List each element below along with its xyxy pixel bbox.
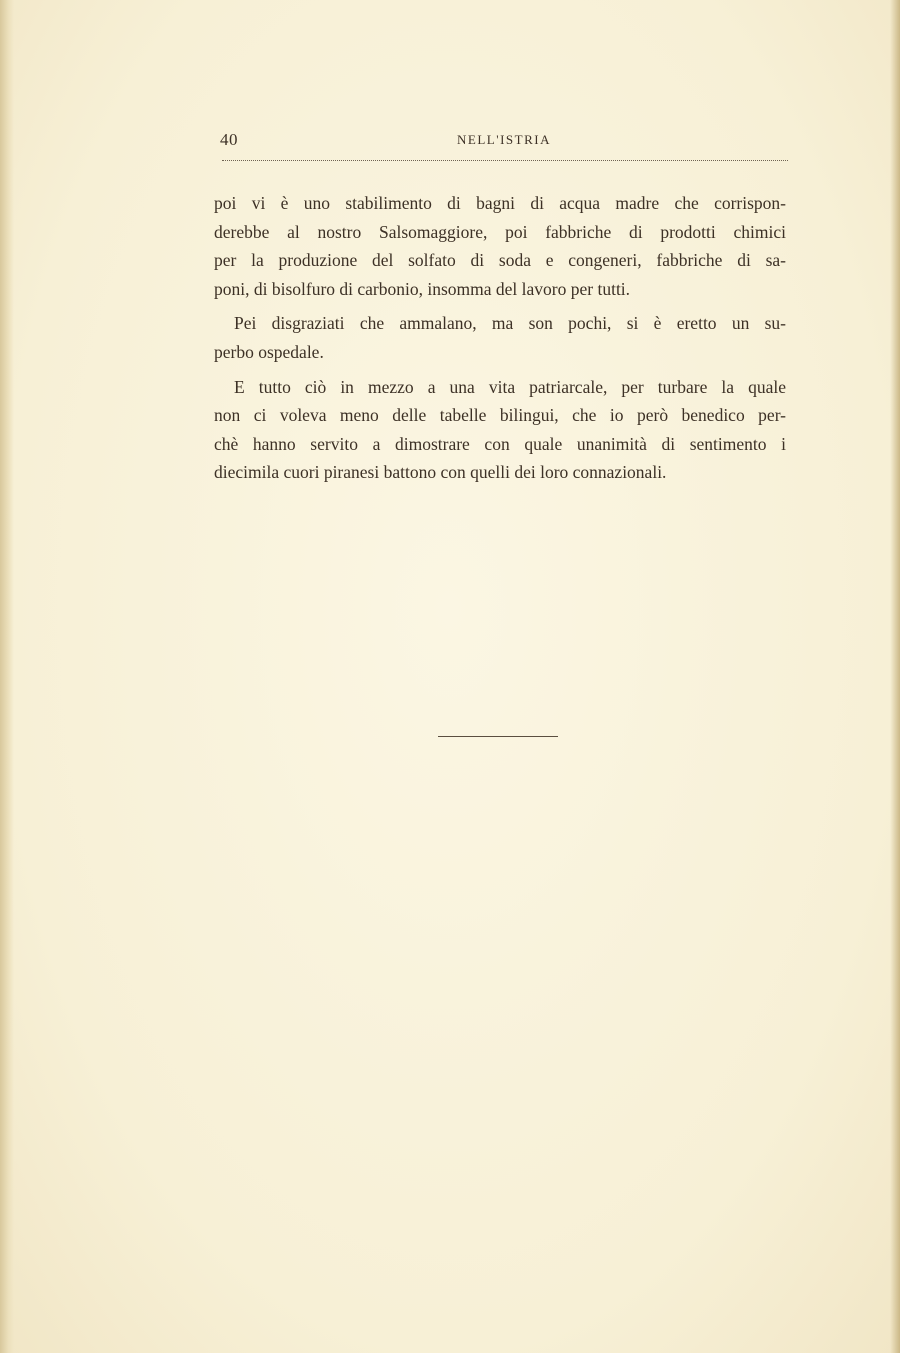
page-number: 40 [220,130,238,149]
page-edge-left [0,0,14,1353]
text-line: chè hanno servito a dimostrare con quale unanimità di sentimento i [214,433,786,454]
header-rule [222,160,788,161]
paragraph [214,309,786,366]
text-line: derebbe al nostro Salsomaggiore, poi fabbriche di prodotti chimici [214,221,786,242]
body-text [214,189,786,493]
text-line: poi vi è uno stabilimento di bagni di acqua madre che corrispon- [214,193,786,213]
text-line: perbo ospedale. [214,341,324,362]
text-line: poni, di bisolfuro di carbonio, insomma del lavoro per tutti. [214,278,631,299]
text-line: non ci voleva meno delle tabelle bilingui, che io però benedico per- [214,405,786,426]
text-line: Pei disgraziati che ammalano, ma son pochi, si è eretto un su- [234,313,786,334]
paragraph [214,373,786,487]
text-line: E tutto ciò in mezzo a una vita patriarcale, per turbare la quale [234,376,786,397]
section-end-rule [438,736,558,737]
paragraph [214,189,786,303]
text-line: diecimila cuori piranesi battono con quelli dei loro connazionali. [214,462,667,483]
page-edge-right [890,0,900,1353]
running-title: NELL'ISTRIA [457,132,551,147]
text-line: per la produzione del solfato di soda e congeneri, fabbriche di sa- [214,250,786,271]
page-header [220,128,788,158]
